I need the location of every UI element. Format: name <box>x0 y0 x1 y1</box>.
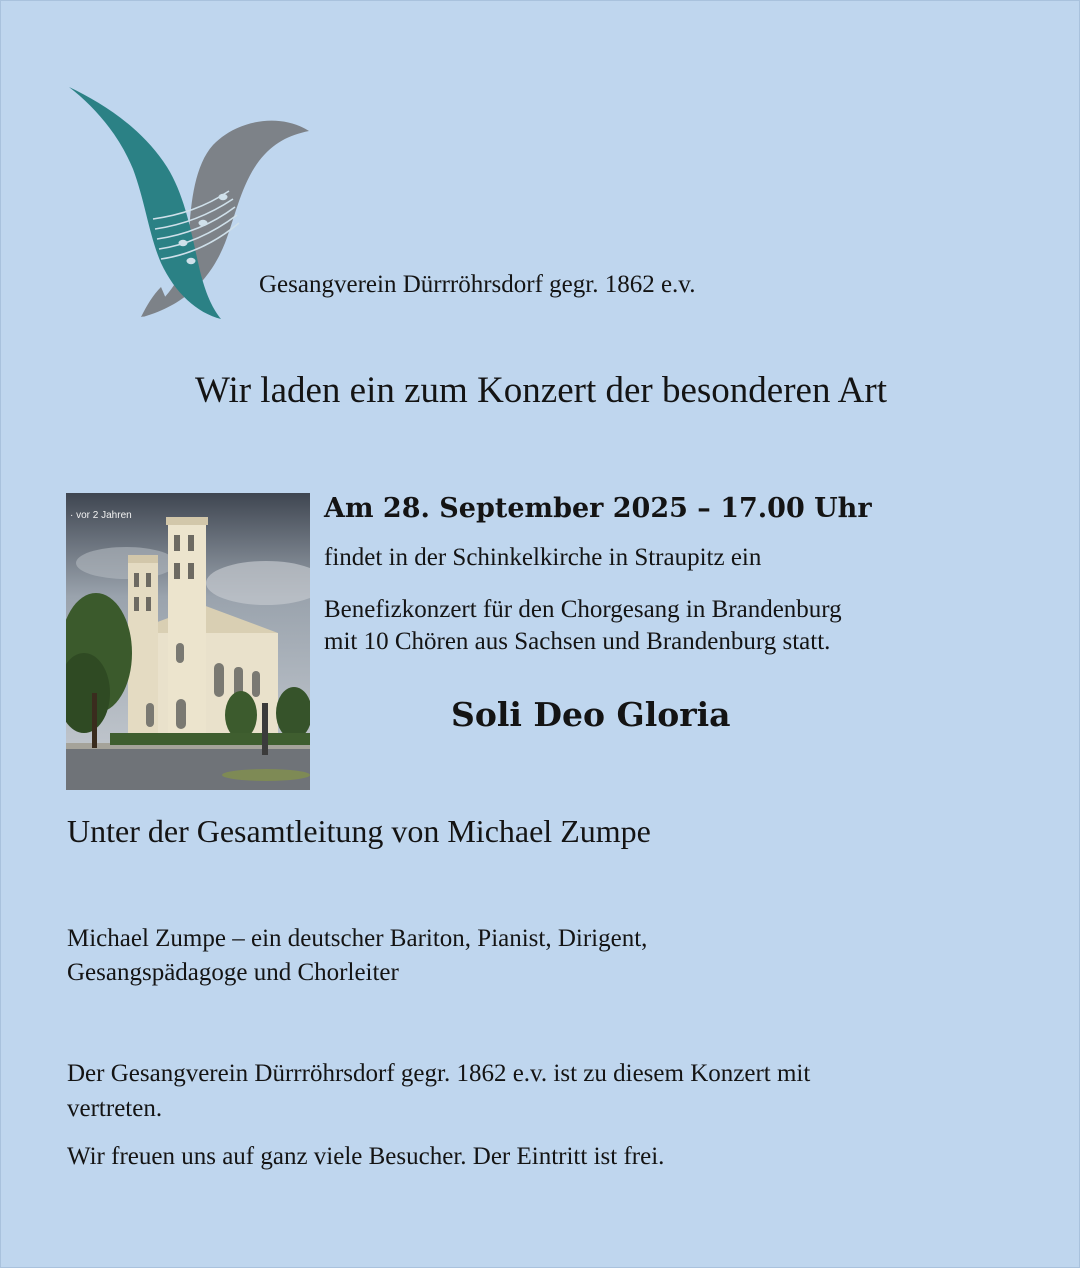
closing-line: Wir freuen uns auf ganz viele Besucher. Der Eintritt ist frei. <box>67 1143 665 1170</box>
event-description-line: mit 10 Chören aus Sachsen und Brandenburg statt. <box>324 628 831 655</box>
event-description-line: Benefizkonzert für den Chorgesang in Brandenburg <box>324 596 842 623</box>
invitation-headline: Wir laden ein zum Konzert der besonderen Art <box>195 370 887 411</box>
event-description <box>324 594 842 658</box>
concert-motto: Soli Deo Gloria <box>451 695 731 734</box>
organization-name: Gesangverein Dürrröhrsdorf gegr. 1862 e.v. <box>259 271 696 298</box>
club-note <box>67 1056 810 1126</box>
event-venue: findet in der Schinkelkirche in Straupitz ein <box>324 544 762 571</box>
bio-line: Gesangspädagoge und Chorleiter <box>67 959 399 986</box>
club-note-line: vertreten. <box>67 1095 163 1122</box>
photo-caption: · vor 2 Jahren <box>70 510 132 521</box>
conductor-bio <box>67 922 647 990</box>
club-note-line: Der Gesangverein Dürrröhrsdorf gegr. 1862 e.v. ist zu diesem Konzert mit <box>67 1060 811 1087</box>
bio-line: Michael Zumpe – ein deutscher Bariton, Pianist, Dirigent, <box>67 925 648 952</box>
church-photo <box>66 493 310 790</box>
conductor-line: Unter der Gesamtleitung von Michael Zumpe <box>67 813 651 849</box>
event-date: Am 28. September 2025 – 17.00 Uhr <box>324 493 872 524</box>
